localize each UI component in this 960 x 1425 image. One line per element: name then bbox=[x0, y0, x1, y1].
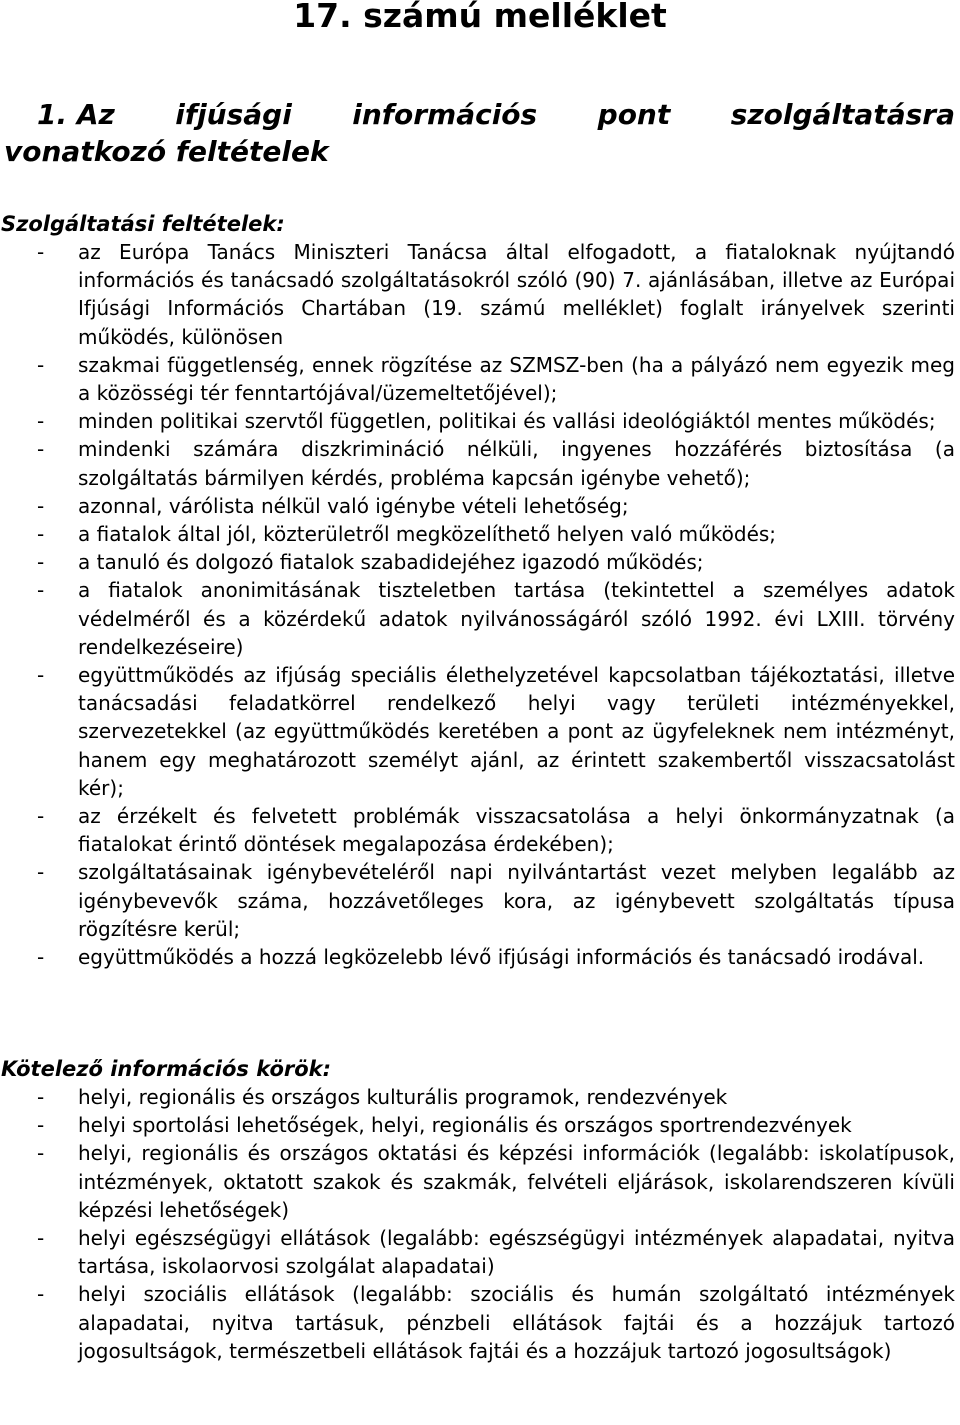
mandatory-topics-section bbox=[0, 1055, 955, 1365]
list-item: - szakmai függetlenség, ennek rögzítése az SZMSZ-ben (ha a pályázó nem egyezik meg a közösségi tér fenntartójával/üzemeltetőjével); bbox=[0, 351, 955, 407]
list-item: - együttműködés az ifjúság speciális élethelyzetével kapcsolatban tájékoztatási, illetve tanácsadási feladatkörrel rendelkező helyi vagy területi intézményekkel, szervezetekkel (az együttműködés keretében a pont az ügyfeleknek nem intézményt, hanem egy meghatározott személyt ajánl, az érintett szakembertől visszacsatolást kér); bbox=[0, 661, 955, 802]
list-item: - helyi, regionális és országos oktatási és képzési információk (legalább: iskolatípusok, intézmények, oktatott szakok és szakmák, felvételi eljárások, iskolarendszeren kívüli képzési lehetőségek) bbox=[0, 1139, 955, 1224]
list-item: - mindenki számára diszkrimináció nélküli, ingyenes hozzáférés biztosítása (a szolgáltatás bármilyen kérdés, probléma kapcsán igénybe vehető); bbox=[0, 435, 955, 491]
list-item: - azonnal, várólista nélkül való igénybe vételi lehetőség; bbox=[0, 492, 955, 520]
mandatory-topics-list bbox=[0, 1083, 955, 1365]
service-conditions-section bbox=[0, 210, 955, 971]
list-item: - helyi szociális ellátások (legalább: szociális és humán szolgáltató intézmények alapadatai, nyitva tartásuk, pénzbeli ellátások fajtái és a hozzájuk tartozó jogosultságok, természetbeli ellátások fajtái és a hozzájuk tartozó jogosultságok) bbox=[0, 1280, 955, 1365]
section-title-line-2: vonatkozó feltételek bbox=[4, 135, 329, 168]
annex-title: 17. számú melléklet bbox=[293, 0, 667, 35]
section-title-word: pont bbox=[597, 98, 671, 131]
list-item: - helyi, regionális és országos kulturális programok, rendezvények bbox=[0, 1083, 955, 1111]
section-number: 1. Az bbox=[37, 98, 115, 131]
list-item: - a fiatalok által jól, közterületről megközelíthető helyen való működés; bbox=[0, 520, 955, 548]
section-title-word: szolgáltatásra bbox=[730, 98, 955, 131]
section-title-word: információs bbox=[352, 98, 538, 131]
mandatory-topics-heading: Kötelező információs körök: bbox=[1, 1057, 332, 1081]
list-item: - minden politikai szervtől független, politikai és vallási ideológiáktól mentes működés; bbox=[0, 407, 955, 435]
list-item: - a tanuló és dolgozó fiatalok szabadidejéhez igazodó működés; bbox=[0, 548, 955, 576]
list-item: - az Európa Tanács Miniszteri Tanácsa által elfogadott, a fiataloknak nyújtandó információs és tanácsadó szolgáltatásokról szóló (90) 7. ajánlásában, illetve az Európai Ifjúsági Információs Chartában (19. számú melléklet) foglalt irányelvek szerinti működés, különösen bbox=[0, 238, 955, 351]
section-title-line-1 bbox=[4, 96, 955, 133]
list-item: - helyi sportolási lehetőségek, helyi, regionális és országos sportrendezvények bbox=[0, 1111, 955, 1139]
list-item: - a fiatalok anonimitásának tiszteletben tartása (tekintettel a személyes adatok védelméről és a közérdekű adatok nyilvánosságáról szóló 1992. évi LXIII. törvény rendelkezéseire) bbox=[0, 576, 955, 661]
list-item: - helyi egészségügyi ellátások (legalább: egészségügyi intézmények alapadatai, nyitva tartása, iskolaorvosi szolgálat alapadatai) bbox=[0, 1224, 955, 1280]
section-title-word: ifjúsági bbox=[175, 98, 292, 131]
service-conditions-heading: Szolgáltatási feltételek: bbox=[1, 212, 285, 236]
list-item: - az érzékelt és felvetett problémák visszacsatolása a helyi önkormányzatnak (a fiatalokat érintő döntések megalapozása érdekében); bbox=[0, 802, 955, 858]
service-conditions-list bbox=[0, 238, 955, 971]
list-item: - szolgáltatásainak igénybevételéről napi nyilvántartást vezet melyben legalább az igénybevevők száma, hozzávetőleges kora, az igénybevett szolgáltatás típusa rögzítésre kerül; bbox=[0, 858, 955, 943]
section-title bbox=[4, 96, 955, 170]
list-item: - együttműködés a hozzá legközelebb lévő ifjúsági információs és tanácsadó irodával. bbox=[0, 943, 955, 971]
